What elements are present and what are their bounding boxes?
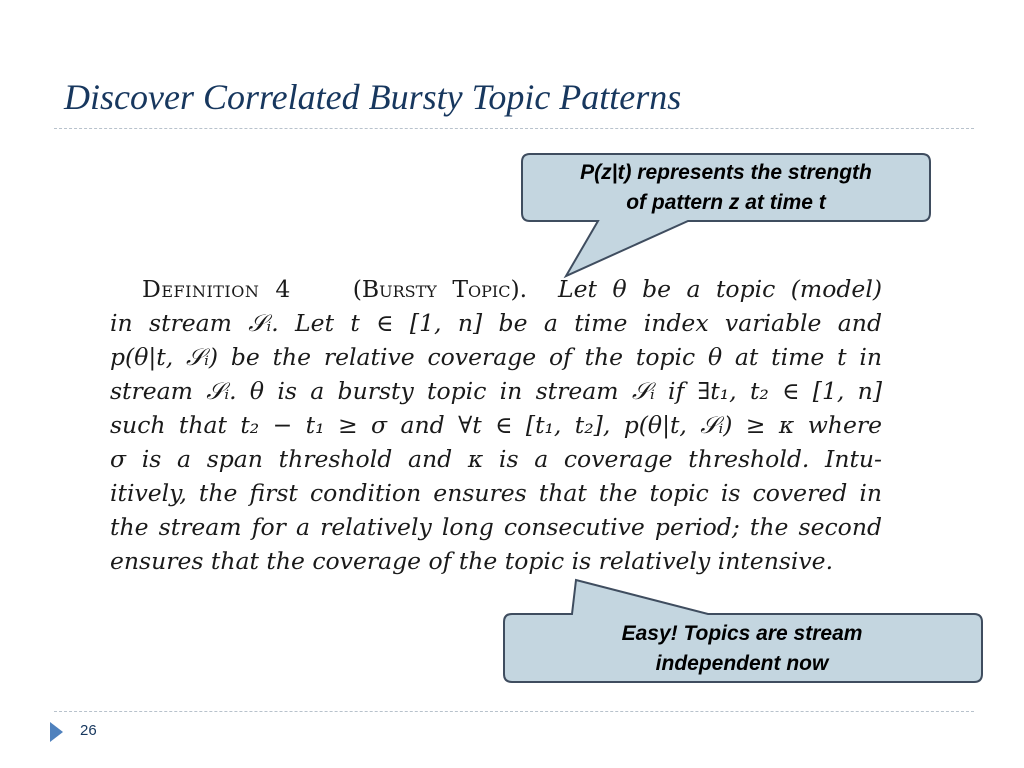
page-number: 26 [80,722,97,739]
footer-divider [54,711,974,712]
callout-bottom-line-2: independent now [655,652,829,675]
definition-topic: (Bursty Topic). [352,275,528,303]
callout-top-text [522,158,930,218]
definition-line-3: p(θ|t, 𝒮ᵢ) be the relative coverage of the topic θ at time t in [110,343,882,371]
definition-heading: Definition 4 [142,275,291,303]
definition-line-8: the stream for a relatively long consecutive period; the second [110,513,882,541]
definition-line-2: in stream 𝒮ᵢ. Let t ∈ [1, n] be a time index variable and [110,309,882,337]
callout-bottom-line-1: Easy! Topics are stream [621,622,863,645]
definition-line-6: σ is a span threshold and κ is a coverage threshold. Intu- [110,445,882,473]
definition-line-9: ensures that the coverage of the topic is relatively intensive. [110,547,834,575]
callout-bottom-text [504,619,980,679]
definition-text-line: Let θ be a topic (model) [558,275,883,303]
definition-excerpt [110,272,882,578]
callout-top-line-2: of pattern z at time t [626,191,826,214]
play-triangle-icon [50,722,63,742]
slide-title: Discover Correlated Bursty Topic Patterns [64,77,682,117]
definition-line-7: itively, the first condition ensures that the topic is covered in [110,479,882,507]
definition-line-1 [110,272,882,306]
definition-line-4: stream 𝒮ᵢ. θ is a bursty topic in stream 𝒮ᵢ if ∃t₁, t₂ ∈ [1, n] [110,377,882,405]
definition-line-5: such that t₂ − t₁ ≥ σ and ∀t ∈ [t₁, t₂], p(θ|t, 𝒮ᵢ) ≥ κ where [110,411,882,439]
callout-top-line-1: P(z|t) represents the strength [580,161,872,184]
